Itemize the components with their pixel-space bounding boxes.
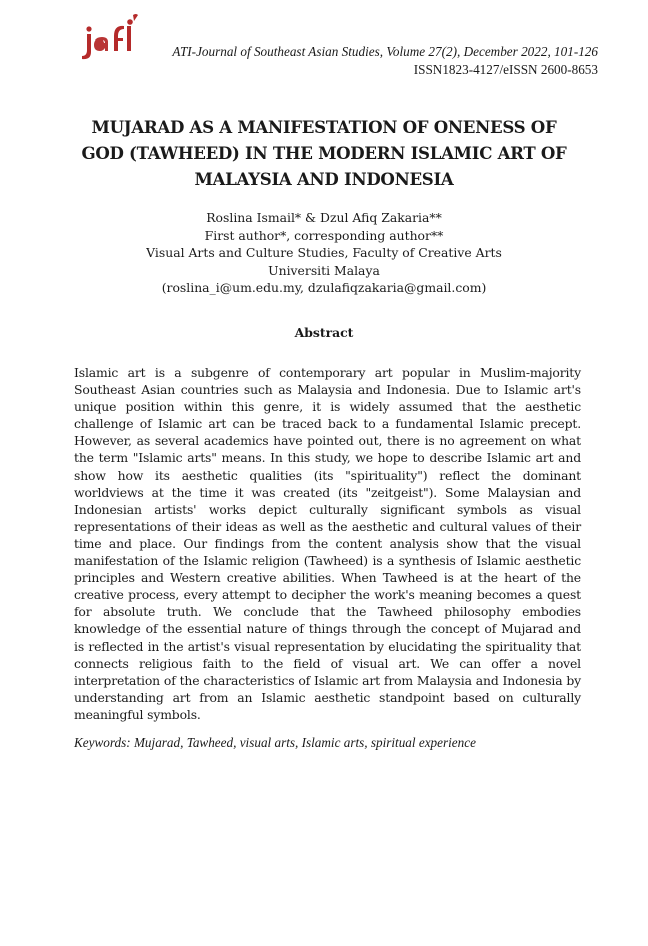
abstract-line: Indonesian artists' works depict culturally significant symbols as visual bbox=[74, 501, 581, 517]
jafi-logo-icon bbox=[78, 12, 142, 62]
title-line: GOD (TAWHEED) IN THE MODERN ISLAMIC ART OF bbox=[81, 143, 567, 163]
title-line: MUJARAD AS A MANIFESTATION OF ONENESS OF bbox=[91, 117, 557, 137]
author-emails: (roslina_i@um.edu.my, dzulafiqzakaria@gmail.com) bbox=[161, 280, 487, 295]
author-names: Roslina Ismail* & Dzul Afiq Zakaria** bbox=[206, 210, 442, 225]
abstract-line: show how its aesthetic qualities (its "spirituality") reflect the dominant bbox=[74, 467, 581, 483]
abstract-line: representations of their ideas as well as the aesthetic and cultural values of their bbox=[74, 518, 581, 534]
author-department: Visual Arts and Culture Studies, Faculty of Creative Arts bbox=[146, 245, 502, 260]
abstract-line: connects religious faith to the field of visual art. We can offer a novel bbox=[74, 655, 581, 671]
abstract-line: challenge of Islamic art can be traced back to a fundamental Islamic precept. bbox=[74, 416, 581, 432]
author-university: Universiti Malaya bbox=[268, 262, 380, 278]
abstract-line: interpretation of the characteristics of Islamic art from Malaysia and Indonesia by bbox=[74, 672, 581, 688]
abstract-line: principles and Western creative abilities. When Tawheed is at the heart of the bbox=[74, 570, 581, 586]
abstract-line: manifestation of the Islamic religion (Tawheed) is a synthesis of Islamic aesthetic bbox=[74, 553, 581, 569]
keywords-line: Keywords: Mujarad, Tawheed, visual arts, Islamic arts, spiritual experience bbox=[74, 735, 476, 750]
jafi-logo-graphic bbox=[78, 12, 142, 62]
issn-info: ISSN1823-4127/eISSN 2600-8653 bbox=[413, 62, 598, 77]
title-line: MALAYSIA AND INDONESIA bbox=[194, 169, 454, 189]
abstract-line: is reflected in the artist's visual representation by elucidating the spirituality that bbox=[74, 638, 581, 654]
abstract-line: unique position within this genre, it is widely assumed that the aesthetic bbox=[74, 399, 581, 415]
abstract-line: creative process, every attempt to decipher the work's meaning becomes a quest bbox=[74, 587, 581, 603]
abstract-line: the term "Islamic arts" means. In this study, we hope to describe Islamic art and bbox=[74, 450, 581, 466]
abstract-line: time and place. Our findings from the content analysis show that the visual bbox=[74, 535, 581, 551]
abstract-line: worldviews at the time it was created (its "zeitgeist"). Some Malaysian and bbox=[74, 484, 581, 500]
abstract-heading: Abstract bbox=[294, 325, 354, 340]
author-roles: First author*, corresponding author** bbox=[204, 227, 444, 243]
abstract-line: Islamic art is a subgenre of contemporary art popular in Muslim-majority bbox=[74, 365, 581, 380]
abstract-line: However, as several academics have pointed out, there is no agreement on what bbox=[74, 433, 581, 449]
journal-citation: ATI-Journal of Southeast Asian Studies, Volume 27(2), December 2022, 101-126 bbox=[172, 44, 598, 59]
paper-title bbox=[60, 114, 588, 192]
abstract-line: meaningful symbols. bbox=[74, 706, 201, 722]
abstract-line: understanding art from an Islamic aesthetic standpoint based on culturally bbox=[74, 689, 581, 705]
author-block bbox=[60, 209, 588, 297]
abstract-line: for absolute truth. We conclude that the Tawheed philosophy embodies bbox=[74, 604, 581, 620]
abstract-line: Southeast Asian countries such as Malaysia and Indonesia. Due to Islamic art's bbox=[74, 382, 581, 398]
abstract-body bbox=[74, 364, 581, 723]
abstract-line: knowledge of the essential nature of things through the concept of Mujarad and bbox=[74, 621, 581, 637]
